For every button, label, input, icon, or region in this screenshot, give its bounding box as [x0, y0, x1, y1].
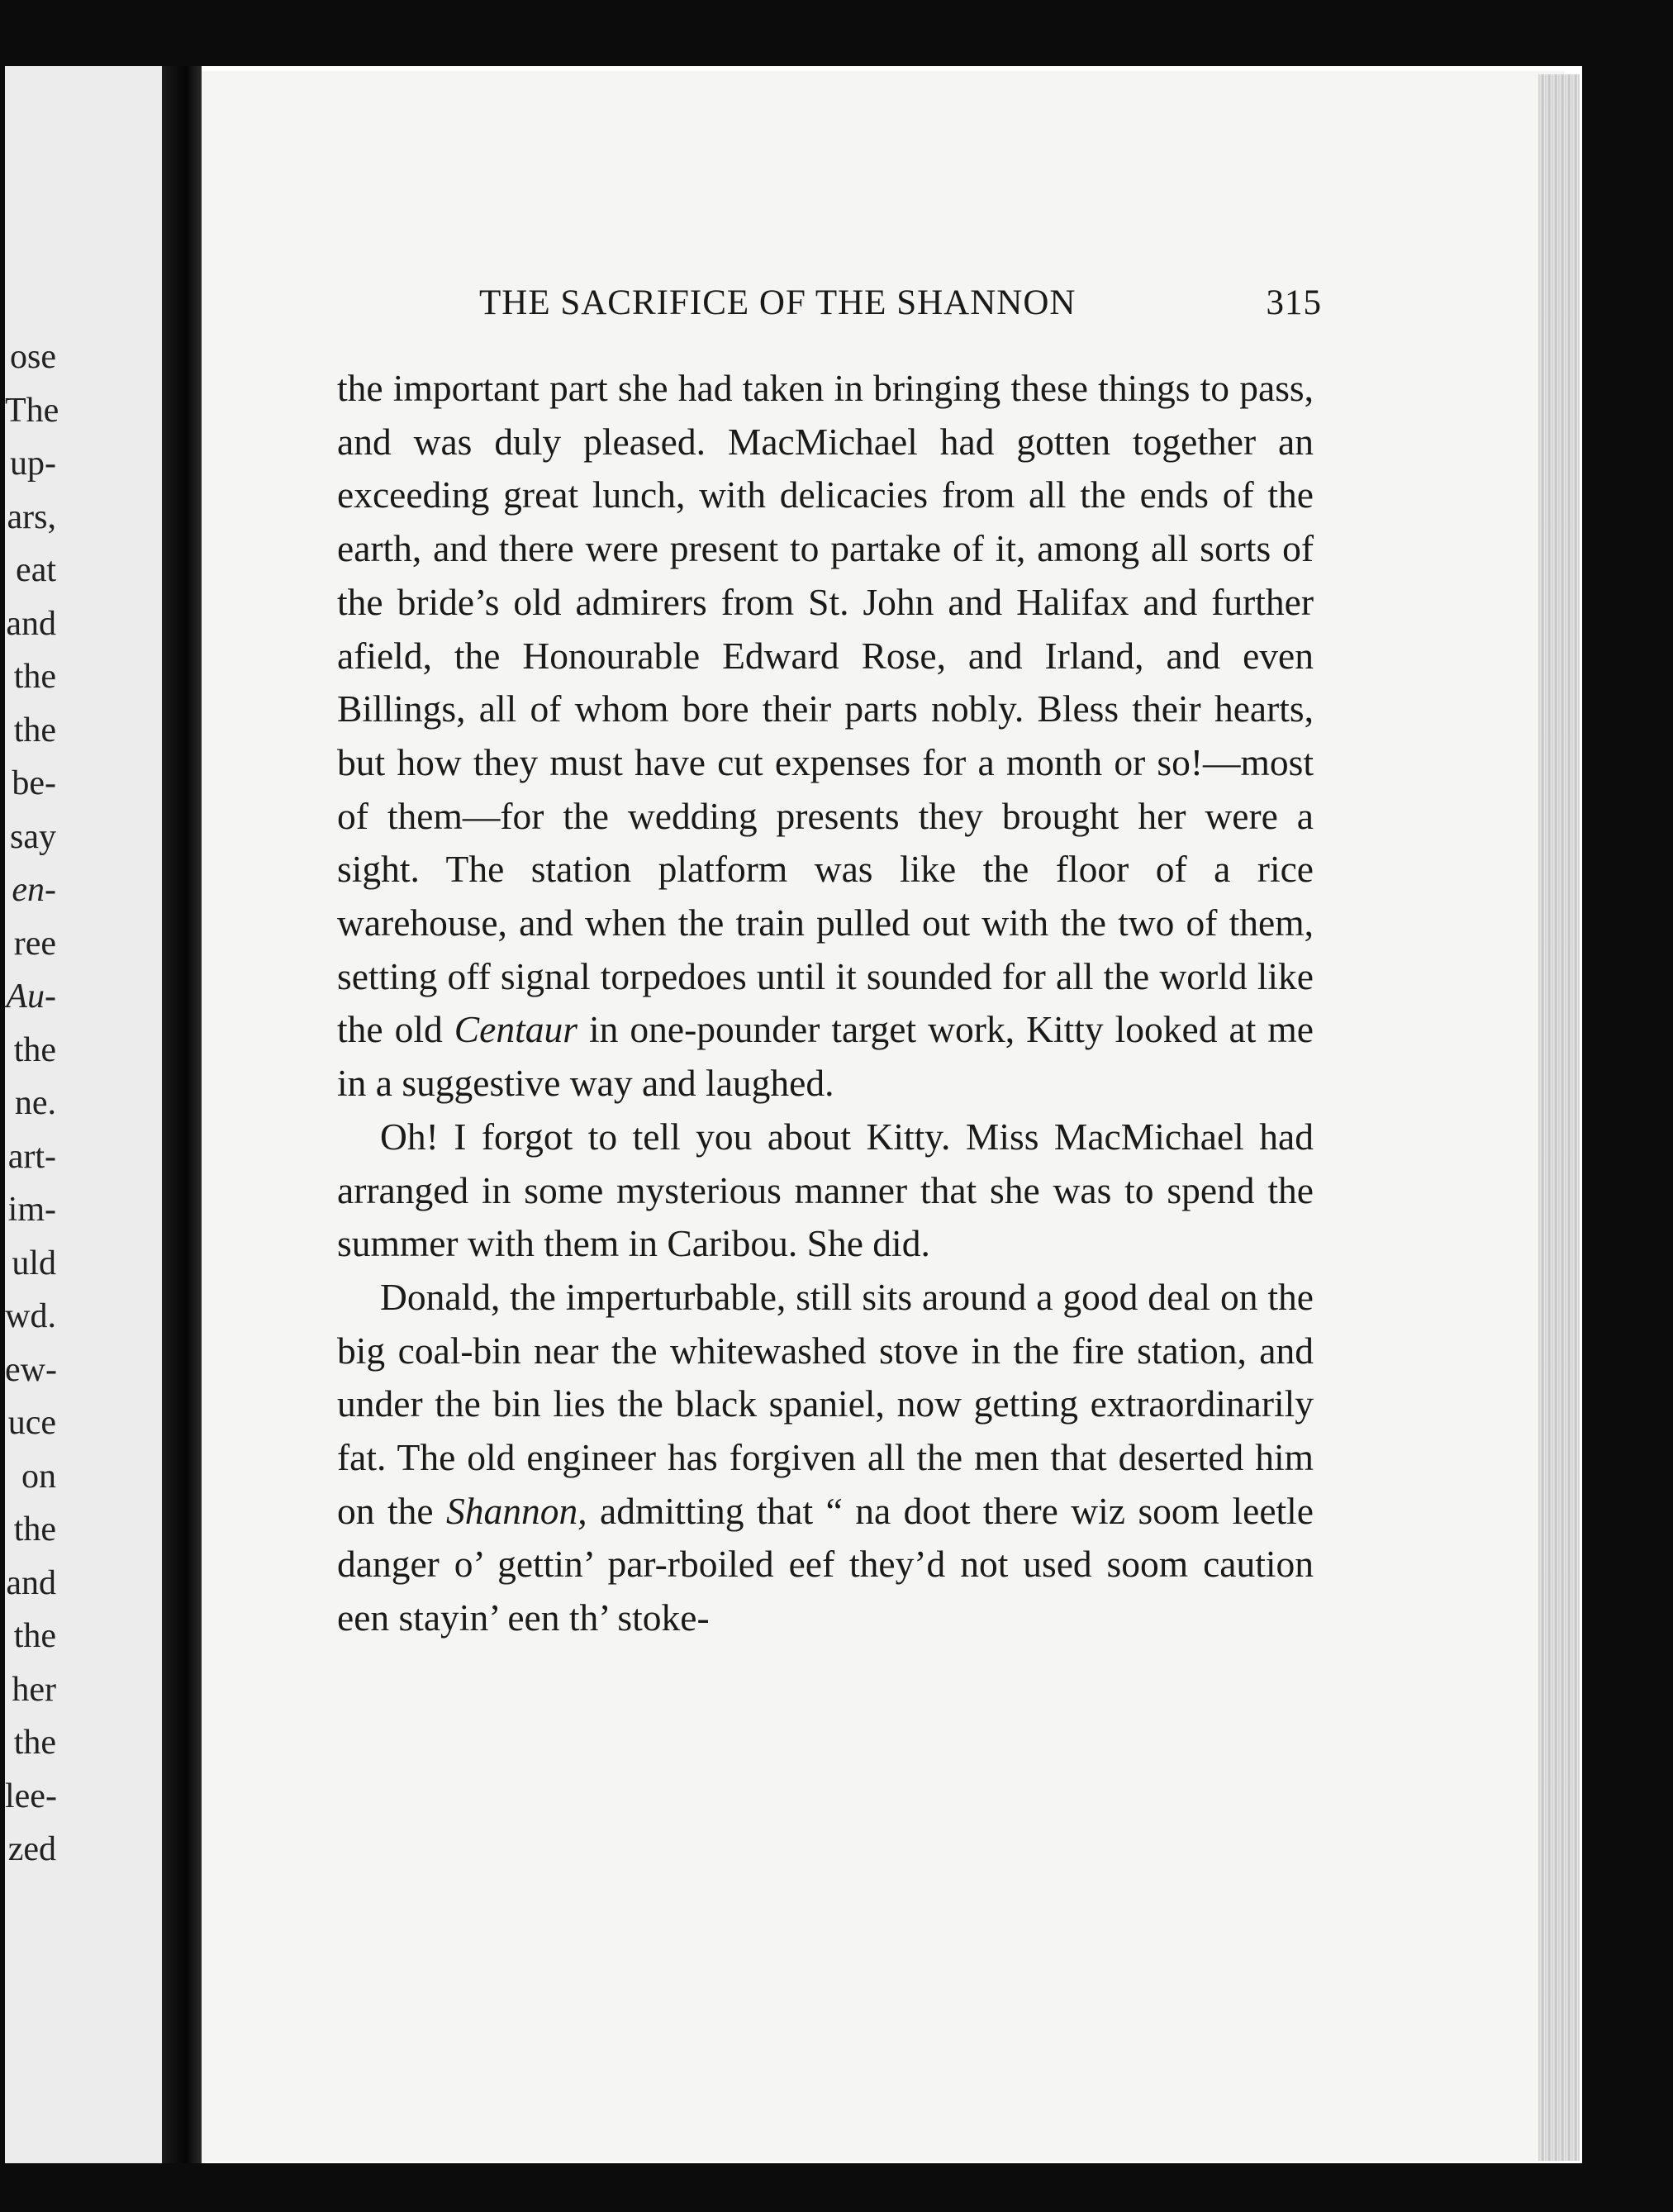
facing-page-fragment: the [13, 1617, 56, 1655]
text-run: Oh! I forgot to tell you about Kitty. Miss MacMichael had arranged in some mysterious manner that she was to spend the summer with them in Caribou. She did. [337, 1115, 1314, 1265]
italic-text: Centaur [454, 1008, 577, 1051]
paragraph [337, 1271, 1314, 1645]
facing-page-fragment: ars, [7, 497, 56, 536]
facing-page-fragment: ew- [5, 1350, 57, 1389]
paragraph [337, 362, 1314, 1111]
facing-page-fragment: zed [7, 1830, 56, 1868]
facing-page-fragment: uld [12, 1244, 56, 1282]
facing-page-fragment: uce [7, 1404, 56, 1442]
facing-page-fragment: Au- [6, 978, 56, 1016]
facing-page-fragment: and [6, 604, 56, 643]
running-head-title: THE SACRIFICE OF THE SHANNON [479, 283, 1077, 322]
scan-border-bottom [0, 2163, 1673, 2212]
scan-border-top [0, 0, 1673, 66]
facing-page-fragment: ose [10, 338, 56, 376]
body-text [337, 362, 1314, 1645]
facing-page-fragment: be- [12, 764, 56, 802]
facing-page-fragment: The [5, 391, 59, 430]
facing-page-fragment: the [13, 1510, 56, 1548]
facing-page-fragment: ree [13, 924, 56, 963]
facing-page-fragment: im- [7, 1191, 56, 1229]
text-run: Donald, the imperturbable, still sits around a good deal on the big coal-bin near the whitewashed stove in the fire station, and under the bin lies the black spaniel, now getting extraordinarily fat. The old engineer has forgiven all the men that deserted him on the [337, 1275, 1314, 1532]
text-run: in one-pounder target work, Kitty looked at me in a suggestive way and laughed. [337, 1008, 1314, 1105]
facing-page-fragment: eat [16, 551, 56, 589]
facing-page-text [5, 331, 162, 1877]
page-edges [1538, 74, 1580, 2161]
facing-page-fragment: lee- [5, 1777, 57, 1815]
book-spine [162, 66, 202, 2163]
running-head [479, 283, 1322, 323]
facing-page-fragment: art- [7, 1137, 56, 1176]
facing-page-fragment: her [12, 1670, 56, 1709]
facing-page-fragment: the [13, 711, 56, 749]
text-run: admitting that “ na doot there wiz soom leetle danger o’ gettin’ par-rboiled eef they’d not used soom caution een stayin’ een th’ stoke- [337, 1489, 1314, 1639]
facing-page-fragment: en- [12, 871, 56, 909]
facing-page-fragment: and [6, 1563, 56, 1602]
paragraph [337, 1111, 1314, 1271]
facing-page-fragment: wd. [5, 1297, 56, 1335]
scan-border-right [1582, 0, 1673, 2212]
italic-text: Shannon, [445, 1489, 587, 1532]
page-number: 315 [1266, 283, 1322, 322]
facing-page-fragment: on [21, 1457, 56, 1496]
facing-page-fragment: say [10, 817, 56, 856]
facing-page-fragment: the [13, 1030, 56, 1069]
facing-page-fragment: ne. [14, 1084, 56, 1122]
text-run: the important part she had taken in bringing these things to pass, and was duly pleased. MacMichael had gotten together an exceeding great lunch, with delicacies from all the ends of the earth, and there were present to partake of it, among all sorts of the bride’s old admirers from St. John and Halifax and further afield, the Honourable Edward Rose, and Irland, and even Billings, all of whom bore their parts nobly. Bless their hearts, but how they must have cut expenses for a month or so!—most of them—for the wedding presents they brought her were a sight. The station platform was like the floor of a rice warehouse, and when the train pulled out with the two of them, setting off signal torpedoes until it sounded for all the world like the old [337, 367, 1314, 1051]
facing-page-fragment: the [13, 658, 56, 696]
facing-page-fragment: up- [10, 445, 56, 483]
facing-page-fragment: the [13, 1724, 56, 1762]
